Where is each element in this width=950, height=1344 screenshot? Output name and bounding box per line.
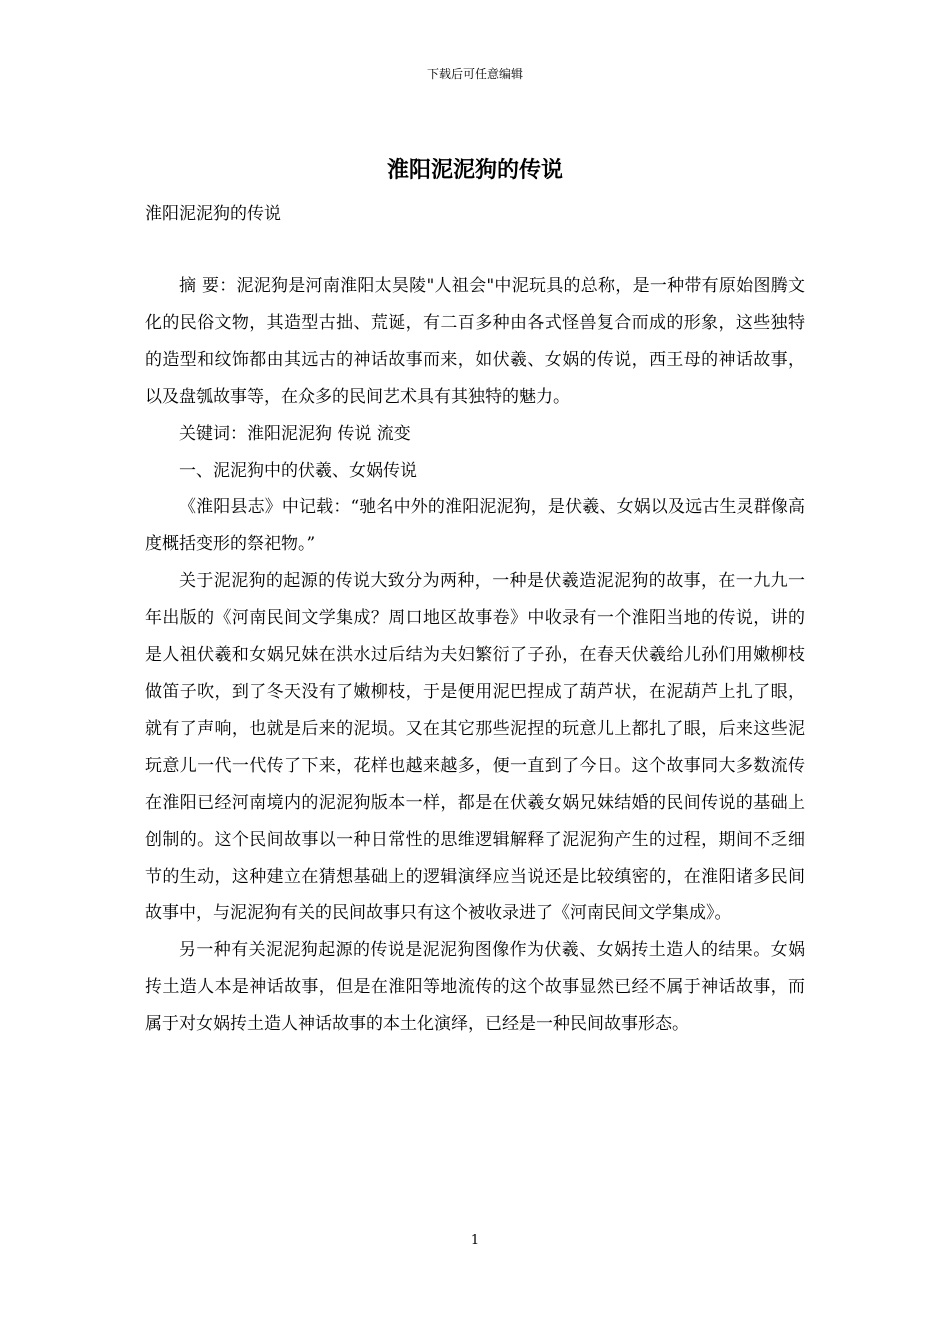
abstract-paragraph: 摘 要：泥泥狗是河南淮阳太昊陵"人祖会"中泥玩具的总称，是一种带有原始图腾文化的民俗文物，其造型古拙、荒诞，有二百多种由各式怪兽复合而成的形象，这些独特的造型和纹饰都由其远古的神话故事而来，如伏羲、女娲的传说，西王母的神话故事，以及盘瓠故事等，在众多的民间艺术具有其独特的魅力。: [145, 276, 805, 407]
document-body: [145, 268, 805, 1043]
header-note: 下载后可任意编辑: [426, 67, 523, 81]
section-heading: 一、泥泥狗中的伏羲、女娲传说: [179, 460, 417, 481]
keywords-paragraph: 关键词：淮阳泥泥狗 传说 流变: [179, 423, 411, 444]
body-paragraph: 另一种有关泥泥狗起源的传说是泥泥狗图像作为伏羲、女娲抟土造人的结果。女娲抟土造人本是神话故事，但是在淮阳等地流传的这个故事显然已经不属于神话故事，而属于对女娲抟土造人神话故事的本土化演绎，已经是一种民间故事形态。: [145, 940, 805, 1035]
body-paragraph: 关于泥泥狗的起源的传说大致分为两种，一种是伏羲造泥泥狗的故事，在一九九一年出版的《河南民间文学集成？周口地区故事卷》中收录有一个淮阳当地的传说，讲的是人祖伏羲和女娲兄妹在洪水过后结为夫妇繁衍了子孙，在春天伏羲给儿孙们用嫩柳枝做笛子吹，到了冬天没有了嫩柳枝，于是便用泥巴捏成了葫芦状，在泥葫芦上扎了眼，就有了声响，也就是后来的泥埙。又在其它那些泥捏的玩意儿上都扎了眼，后来这些泥玩意儿一代一代传了下来，花样也越来越多，便一直到了今日。这个故事同大多数流传在淮阳已经河南境内的泥泥狗版本一样，都是在伏羲女娲兄妹结婚的民间传说的基础上创制的。这个民间故事以一种日常性的思维逻辑解释了泥泥狗产生的过程，期间不乏细节的生动，这种建立在猜想基础上的逻辑演绎应当说还是比较缜密的，在淮阳诸多民间故事中，与泥泥狗有关的民间故事只有这个被收录进了《河南民间文学集成》。: [145, 571, 805, 924]
document-subtitle: 淮阳泥泥狗的传说: [145, 204, 281, 224]
document-title: 淮阳泥泥狗的传说: [386, 157, 563, 183]
page-number: 1: [470, 1233, 480, 1248]
body-paragraph: 《淮阳县志》中记载：“驰名中外的淮阳泥泥狗，是伏羲、女娲以及远古生灵群像高度概括变形的祭祀物。”: [145, 497, 805, 555]
